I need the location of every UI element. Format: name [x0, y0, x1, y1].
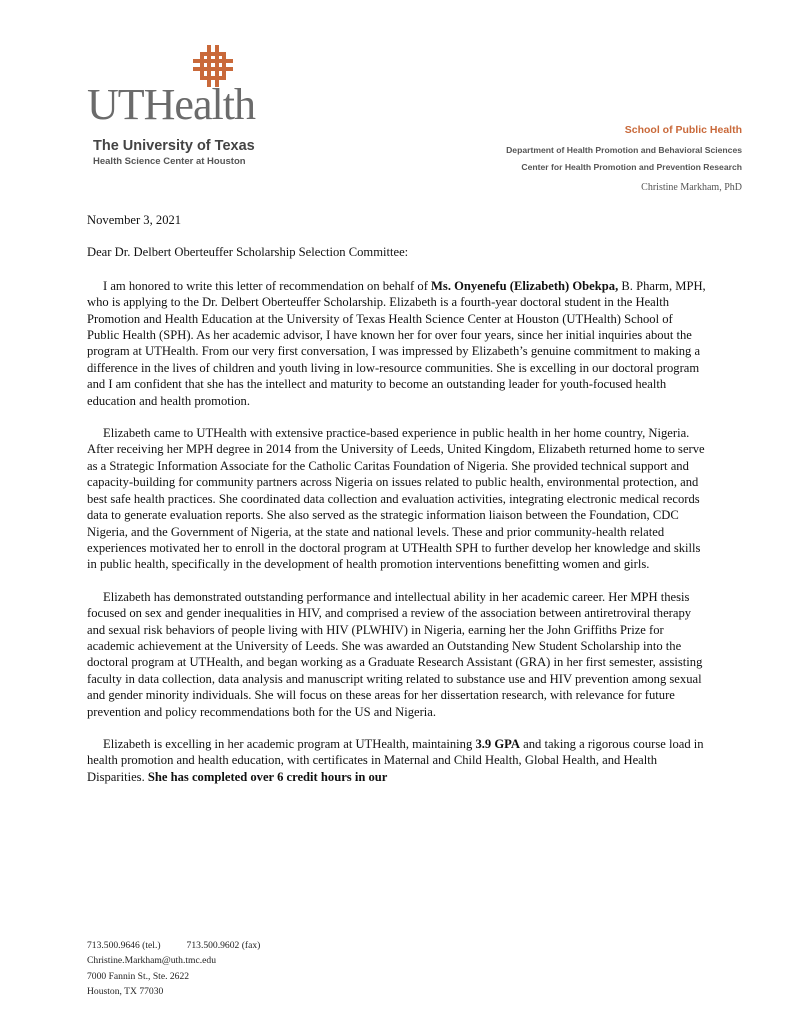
p4-gpa: 3.9 GPA [475, 736, 520, 751]
footer-address-line2: Houston, TX 77030 [87, 986, 164, 998]
footer-phone-row [87, 938, 260, 953]
p1-text-pre: I am honored to write this letter of recommendation on behalf of [103, 278, 432, 293]
footer-address-line1: 7000 Fannin St., Ste. 2622 [87, 970, 190, 982]
p4-text-mid: and taking a rigorous course load in health promotion and health education, with certificates in Maternal and Child Health, Global Health, and Health Disparities. [87, 736, 704, 784]
paragraph-3: Elizabeth has demonstrated outstanding performance and intellectual ability in her academic career. Her MPH thesis focused on sex and gender inequalities in HIV, and comprised a review of the association between antiretroviral therapy and sexual risk behaviors of people living with HIV (PLWHIV) in Nigeria, earning her the John Griffiths Prize for academic achievement at the University of Leeds. She was awarded an Outstanding New Student Scholarship into the doctoral program at UTHealth, and began working as a Graduate Research Assistant (GRA) in her first semester, assisting faculty in data collection, data analysis and manuscript writing related to substance use and HIV prevention among sexual and gender minority individuals. She will focus on these areas for her dissertation research, with relevance for future prevention and policy recommendations both for the US and Nigeria. [87, 589, 703, 719]
school-name: School of Public Health [624, 124, 742, 136]
university-name: The University of Texas [93, 138, 255, 154]
paragraph-2: Elizabeth came to UTHealth with extensive practice-based experience in public health in her home country, Nigeria. After receiving her MPH degree in 2014 from the University of Leeds, United Kingdom, Elizabeth returned home to serve as a Strategic Information Associate for the Catholic Caritas Foundation of Nigeria. She provided technical support and capacity-building for community partners across Nigeria on issues related to public health, environmental protection, and best safe health practices. She coordinated data collection and evaluation activities, integrating electronic medical records data to generate evaluation reports. She also served as the strategic information liaison between the Foundation, CDC Nigeria, and the Government of Nigeria, at the state and national levels. These and prior community-health related experiences motivated her to enroll in the doctoral program at UTHealth SPH to further develop her knowledge and skills in public health, specifically in the development of health promotion interventions benefitting women and girls. [87, 426, 705, 572]
letter-body [87, 212, 707, 801]
footer-email: Christine.Markham@uth.tmc.edu [87, 955, 217, 967]
p4-credit-hours: She has completed over 6 credit hours in our [147, 769, 388, 784]
sender-name: Christine Markham, PhD [641, 182, 742, 193]
footer-contact [87, 938, 260, 1000]
wordmark-ut: UT [87, 80, 144, 129]
paragraph-1 [87, 278, 707, 409]
university-subtitle: Health Science Center at Houston [93, 156, 246, 167]
footer-tel: 713.500.9646 (tel.) [87, 940, 161, 951]
letter-date: November 3, 2021 [87, 213, 182, 227]
p4-text-pre: Elizabeth is excelling in her academic program at UTHealth, maintaining [103, 736, 476, 751]
center-name: Center for Health Promotion and Prevention Research [521, 162, 742, 172]
footer-fax: 713.500.9602 (fax) [186, 940, 261, 951]
paragraph-4 [87, 736, 707, 785]
uthealth-wordmark [87, 81, 255, 129]
letter-salutation: Dear Dr. Delbert Oberteuffer Scholarship Selection Committee: [87, 245, 409, 260]
department-name: Department of Health Promotion and Behavioral Sciences [506, 145, 742, 155]
p1-text-post: B. Pharm, MPH, who is applying to the Dr. Delbert Oberteuffer Scholarship. Elizabeth is a fourth-year doctoral student in the Health Promotion and Health Education at the University of Texas Health Science Center at Houston (UTHealth) School of Public Health (SPH). As her academic advisor, I have known her for over four years, since her initial inquiries about the program at UTHealth. From our very first conversation, I was impressed by Elizabeth’s genuine commitment to making a difference in the lives of children and youth living in low-resource communities. She is excelling in our doctoral program and I am confident that she has the intellect and maturity to become an outstanding leader for youth-focused health education and health promotion. [87, 278, 706, 408]
p1-candidate-name: Ms. Onyenefu (Elizabeth) Obekpa, [431, 278, 619, 293]
wordmark-health: Health [143, 80, 255, 129]
